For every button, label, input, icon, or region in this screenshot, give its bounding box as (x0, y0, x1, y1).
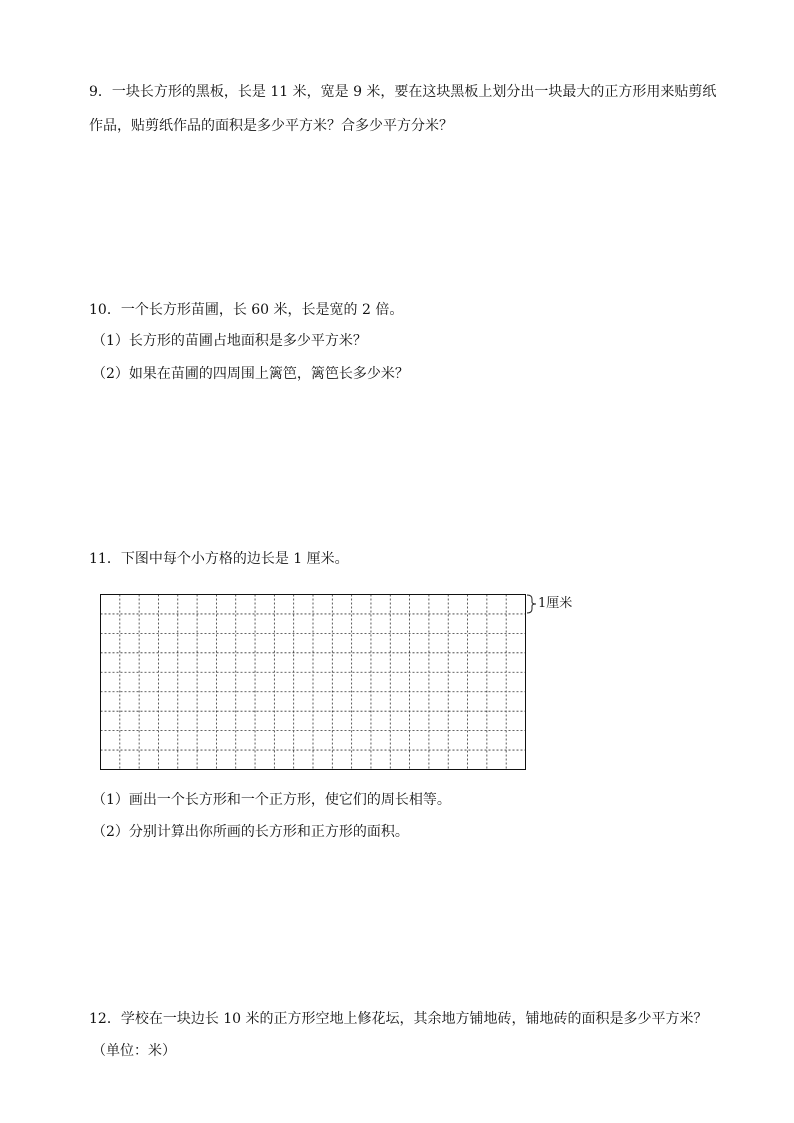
q11-subquestion-2: （2）分别计算出你所画的长方形和正方形的面积。 (92, 824, 409, 840)
q10-subquestion-2: （2）如果在苗圃的四周围上篱笆，篱笆长多少米？ (92, 366, 409, 382)
q12-line-1: 12．学校在一块边长 10 米的正方形空地上修花坛，其余地方铺地砖，铺地砖的面积是多少平方米？ (89, 1011, 708, 1027)
grid-svg (100, 594, 526, 770)
q11-subquestion-1: （1）画出一个长方形和一个正方形，使它们的周长相等。 (92, 792, 451, 808)
q9-line-1: 9．一块长方形的黑板，长是 11 米，宽是 9 米，要在这块黑板上划分出一块最大的正方形用来贴剪纸 (89, 84, 717, 100)
q10-line-1: 10．一个长方形苗圃，长 60 米，长是宽的 2 倍。 (89, 302, 404, 318)
q11-line-1: 11．下图中每个小方格的边长是 1 厘米。 (89, 551, 349, 567)
q10-subquestion-1: （1）长方形的苗圃占地面积是多少平方米？ (92, 333, 367, 349)
square-grid (100, 594, 526, 774)
grid-unit-label: 1厘米 (538, 596, 573, 611)
q9-line-2: 作品，贴剪纸作品的面积是多少平方米？合多少平方分米？ (89, 118, 453, 134)
q12-line-2: （单位：米） (92, 1043, 176, 1059)
